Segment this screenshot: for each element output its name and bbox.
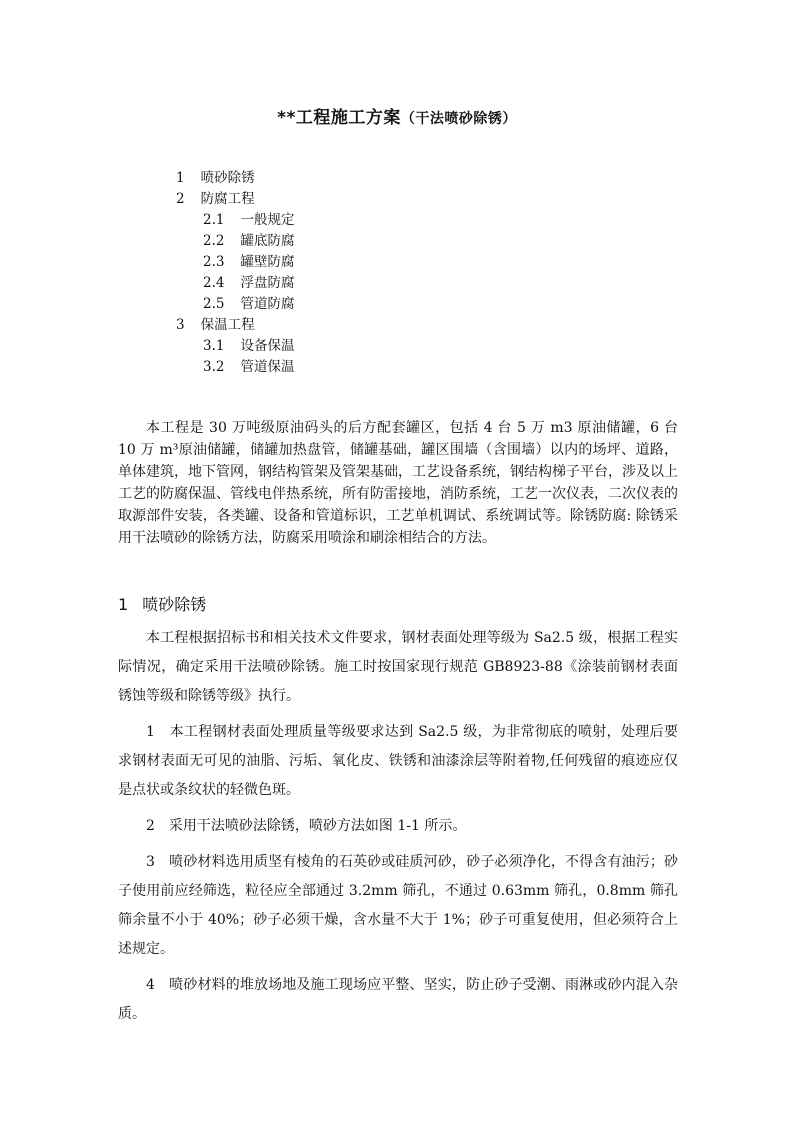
- toc-item-label: 罐壁防腐: [240, 254, 295, 270]
- toc-item: [203, 273, 294, 293]
- toc-item-label: 设备保温: [240, 338, 295, 354]
- toc-item: [176, 168, 255, 188]
- document-title: [0, 103, 794, 128]
- intro-paragraph: 本工程是 30 万吨级原油码头的后方配套罐区，包括 4 台 5 万 m3 原油储罐，6 台 10 万 m³原油储罐，储罐加热盘管，储罐基础，罐区围墙（含围墙）以内的场坪、道路，单体建筑，地下管网，钢结构管架及管架基础，工艺设备系统，钢结构梯子平台，涉及以上工艺的防腐保温、管线电伴热系统，所有防雷接地，消防系统，工艺一次仪表，二次仪表的取源部件安装，各类罐、设备和管道标识，工艺单机调试、系统调试等。除锈防腐: 除锈采用干法喷砂的除锈方法，防腐采用喷涂和刷涂相结合的方法。: [118, 420, 678, 546]
- title-main: **工程施工方案: [277, 108, 401, 128]
- body-paragraph: 本工程根据招标书和相关技术文件要求，钢材表面处理等级为 Sa2.5 级，根据工程实际情况，确定采用干法喷砂除锈。施工时按国家现行规范 GB8923-88《涂装前钢材表面锈蚀等级和除锈等级》执行。: [118, 630, 678, 704]
- toc-item-number: 2.4: [203, 275, 225, 291]
- toc-item-label: 罐底防腐: [240, 233, 295, 249]
- toc-item-number: 2.1: [203, 212, 225, 228]
- toc-item: [176, 315, 255, 335]
- toc-item-label: 管道防腐: [240, 296, 295, 312]
- toc-item-number: 1: [176, 170, 185, 186]
- title-subtitle: （干法喷砂除锈）: [400, 111, 517, 127]
- toc-item-number: 3.2: [203, 359, 225, 375]
- toc-item-number: 2.2: [203, 233, 225, 249]
- section-body: [118, 624, 678, 1036]
- toc-item: [203, 357, 294, 377]
- section-title: 喷砂除锈: [142, 595, 207, 614]
- body-paragraph: 2 采用干法喷砂法除锈，喷砂方法如图 1-1 所示。: [146, 818, 467, 834]
- toc-item: [203, 231, 294, 251]
- toc-item-label: 管道保温: [240, 359, 295, 375]
- toc-item-number: 3.1: [203, 338, 225, 354]
- toc-item-number: 2.5: [203, 296, 225, 312]
- section-heading: [118, 592, 206, 615]
- toc-item-label: 保温工程: [200, 317, 255, 333]
- toc-item-label: 浮盘防腐: [240, 275, 295, 291]
- toc-item-label: 防腐工程: [200, 191, 255, 207]
- toc-item: [203, 252, 294, 272]
- toc-item-label: 喷砂除锈: [200, 170, 255, 186]
- toc-item-number: 2.3: [203, 254, 225, 270]
- toc-item: [203, 294, 294, 314]
- body-paragraph: 3 喷砂材料选用质坚有棱角的石英砂或硅质河砂，砂子必须净化，不得含有油污；砂子使用前应经筛选，粒径应全部通过 3.2mm 筛孔，不通过 0.63mm 筛孔，0.8mm 筛孔筛余量不小于 40%；砂子必须干燥，含水量不大于 1%；砂子可重复使用，但必须符合上述规定。: [118, 854, 678, 957]
- section-number: 1: [118, 595, 129, 614]
- body-paragraph: 4 喷砂材料的堆放场地及施工现场应平整、坚实，防止砂子受潮、雨淋或砂内混入杂质。: [118, 977, 678, 1022]
- intro-section: [118, 417, 678, 549]
- toc-item-number: 3: [176, 317, 185, 333]
- toc-item-number: 2: [176, 191, 185, 207]
- body-paragraph: 1 本工程钢材表面处理质量等级要求达到 Sa2.5 级，为非常彻底的喷射，处理后要求钢材表面无可见的油脂、污垢、氧化皮、铁锈和油漆涂层等附着物,任何残留的痕迹应仅是点状或条纹状的轻微色斑。: [118, 724, 678, 798]
- toc-item: [176, 189, 255, 209]
- toc-item: [203, 210, 294, 230]
- toc-item-label: 一般规定: [240, 212, 295, 228]
- toc-item: [203, 336, 294, 356]
